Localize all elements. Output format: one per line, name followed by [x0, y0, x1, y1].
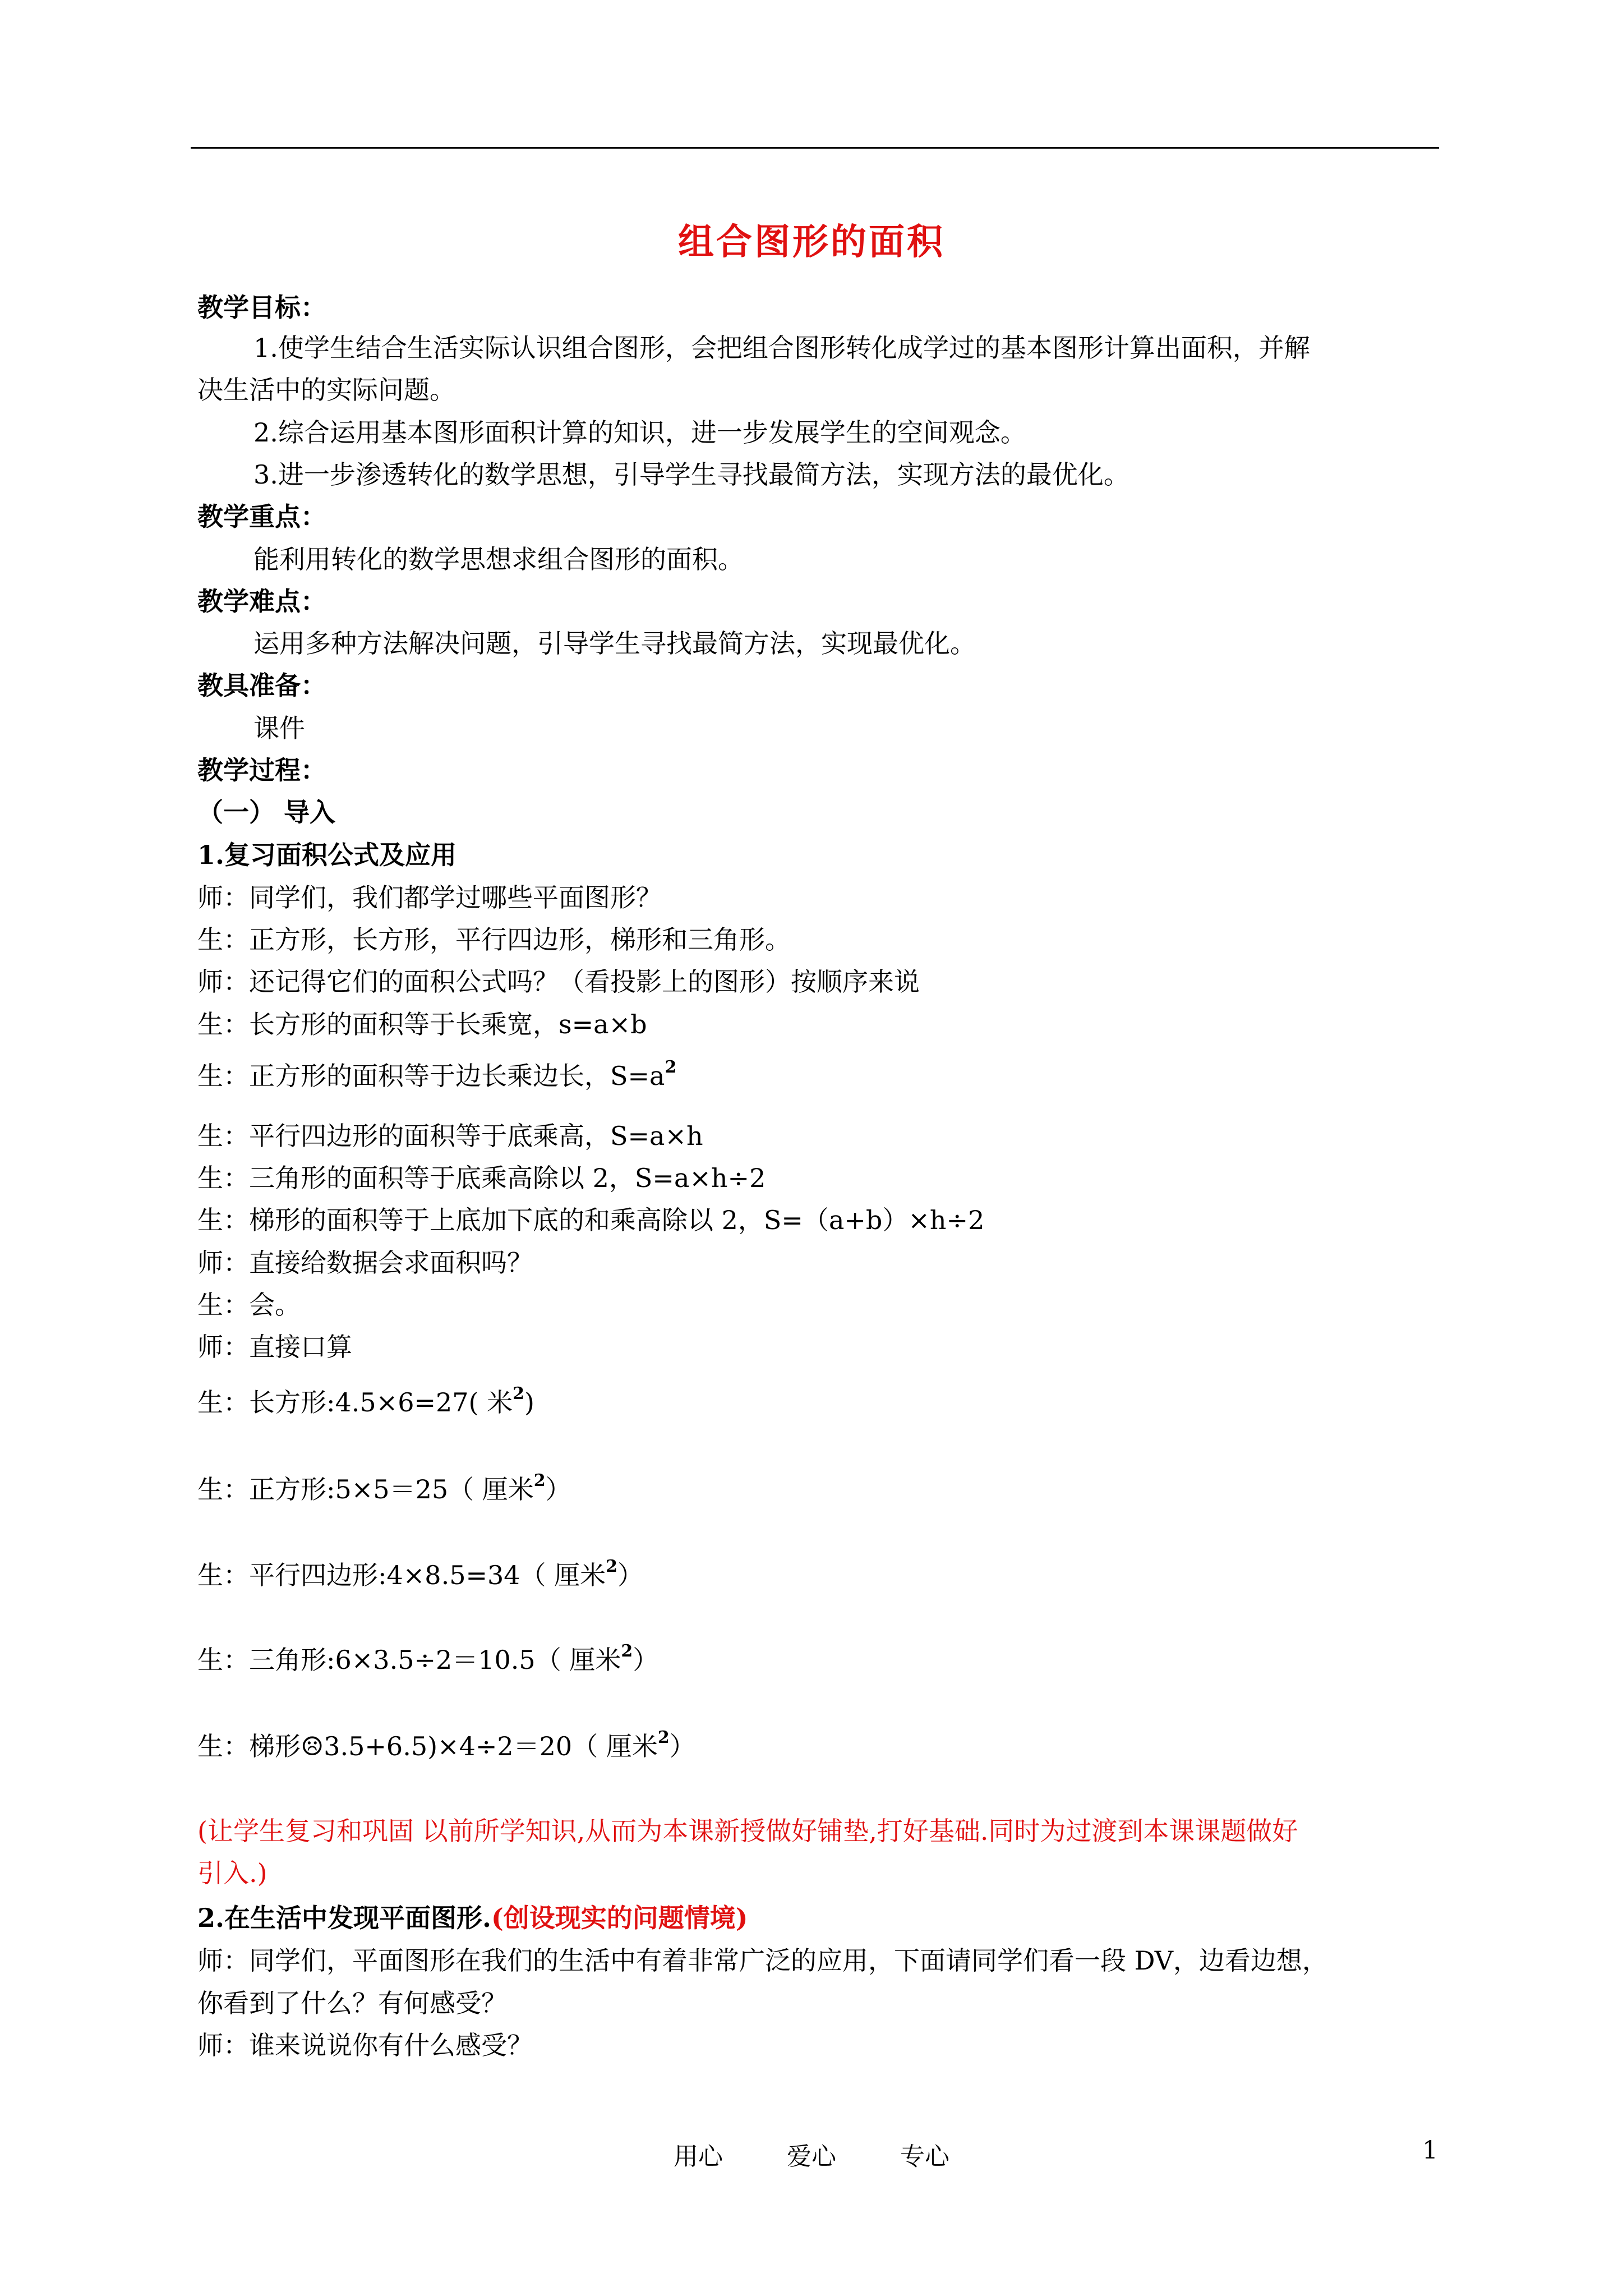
line-text: 生：平行四边形的面积等于底乘高，S=a×h	[197, 1121, 703, 1151]
section-heading	[197, 838, 457, 872]
text-line	[197, 1473, 571, 1506]
text-line	[197, 1944, 1328, 1977]
line-text: 1.复习面积公式及应用	[197, 840, 457, 870]
line-text: 师：直接口算	[197, 1332, 352, 1362]
line-text: 生：长方形:4.5×6=27( 米	[197, 1387, 513, 1418]
text-line	[197, 1986, 507, 2020]
text-line	[253, 458, 1129, 491]
line-text: 师：谁来说说你有什么感受？	[197, 2030, 533, 2060]
footer-word: 爱心	[787, 2142, 836, 2171]
text-line	[197, 1007, 647, 1041]
line-text: 生：梯形☹3.5+6.5)×4÷2＝20（ 厘米	[197, 1731, 658, 1761]
text-line	[197, 1119, 703, 1153]
header-rule	[191, 147, 1439, 149]
section-heading	[197, 1901, 748, 1935]
line-text: 生：正方形:5×5＝25（ 厘米	[197, 1474, 534, 1504]
superscript: 2	[657, 1728, 670, 1747]
line-text: 师：直接给数据会求面积吗？	[197, 1248, 533, 1278]
text-line	[197, 1643, 658, 1677]
text-line	[253, 416, 1026, 449]
line-text: 能利用转化的数学思想求组合图形的面积。	[253, 544, 744, 574]
page-number: 1	[1422, 2136, 1438, 2165]
superscript: 2	[665, 1057, 677, 1077]
footer-word: 专心	[900, 2142, 949, 2171]
line-text: 师：还记得它们的面积公式吗？（看投影上的图形）按顺序来说	[197, 967, 920, 997]
text-line	[197, 965, 920, 999]
text-line	[253, 331, 1310, 365]
text-line	[197, 1161, 766, 1195]
text-line	[253, 711, 305, 745]
text-line	[197, 1288, 301, 1322]
superscript: 2	[533, 1471, 546, 1490]
note-text: (创设现实的问题情境)	[491, 1903, 748, 1933]
line-text: (让学生复习和巩固 以前所学知识,从而为本课新授做好铺垫,打好基础.同时为过渡到本课课题做好	[197, 1816, 1298, 1846]
text-line	[197, 2028, 533, 2062]
line-text: 生：平行四边形:4×8.5=34（ 厘米	[197, 1560, 606, 1590]
line-suffix: ）	[669, 1731, 695, 1761]
line-text: （一） 导入	[197, 797, 336, 827]
superscript: 2	[513, 1384, 524, 1404]
line-text: 引入.)	[197, 1858, 268, 1888]
line-text: 你看到了什么？有何感受？	[197, 1988, 507, 2018]
line-suffix: ）	[633, 1645, 659, 1675]
line-text: 教学目标：	[197, 292, 326, 323]
line-text: 1.使学生结合生活实际认识组合图形，会把组合图形转化成学过的基本图形计算出面积，并解	[253, 333, 1310, 363]
line-text: 生：三角形的面积等于底乘高除以 2，S=a×h÷2	[197, 1163, 766, 1193]
line-suffix: )	[524, 1387, 534, 1418]
footer-motto	[0, 2136, 1623, 2172]
line-text: 运用多种方法解决问题，引导学生寻找最简方法，实现最优化。	[253, 628, 976, 659]
superscript: 2	[606, 1557, 618, 1576]
section-heading	[197, 795, 335, 829]
document-title: 组合图形的面积	[678, 221, 945, 263]
line-text: 师：同学们，平面图形在我们的生活中有着非常广泛的应用，下面请同学们看一段 DV，边看边想，	[197, 1945, 1328, 1976]
text-line	[197, 1246, 533, 1280]
text-line	[253, 542, 744, 576]
line-text: 生：正方形，长方形，平行四边形，梯形和三角形。	[197, 924, 791, 955]
text-line	[197, 1203, 984, 1237]
line-text: 生：长方形的面积等于长乘宽，s=a×b	[197, 1009, 647, 1039]
section-heading	[197, 291, 326, 324]
line-text: 教具准备：	[197, 670, 326, 701]
line-suffix: ）	[545, 1474, 571, 1504]
line-text: 2.在生活中发现平面图形.	[197, 1903, 492, 1933]
footer-word: 用心	[674, 2142, 723, 2171]
line-text: 3.进一步渗透转化的数学思想，引导学生寻找最简方法，实现方法的最优化。	[253, 459, 1129, 490]
text-line	[197, 1856, 268, 1890]
line-suffix: ）	[617, 1560, 644, 1590]
line-text: 生：三角形:6×3.5÷2＝10.5（ 厘米	[197, 1645, 621, 1675]
text-line	[197, 1814, 1298, 1848]
text-line	[197, 1330, 352, 1364]
text-line	[253, 627, 976, 660]
superscript: 2	[621, 1641, 633, 1661]
line-text: 教学难点：	[197, 586, 326, 616]
line-text: 生：会。	[197, 1290, 301, 1320]
line-text: 决生活中的实际问题。	[197, 375, 455, 405]
text-line	[197, 1386, 534, 1419]
text-line	[197, 923, 791, 956]
text-line	[197, 373, 455, 407]
text-line	[197, 1558, 643, 1592]
line-text: 课件	[253, 713, 305, 743]
line-text: 教学过程：	[197, 755, 326, 785]
section-heading	[197, 585, 326, 618]
section-heading	[197, 500, 326, 533]
line-text: 2.综合运用基本图形面积计算的知识，进一步发展学生的空间观念。	[253, 417, 1026, 448]
line-text: 教学重点：	[197, 501, 326, 532]
text-line	[197, 1059, 676, 1093]
line-text: 师：同学们，我们都学过哪些平面图形？	[197, 882, 662, 913]
section-heading	[197, 669, 326, 702]
text-line	[197, 1729, 695, 1763]
line-text: 生：梯形的面积等于上底加下底的和乘高除以 2，S=（a+b）×h÷2	[197, 1205, 985, 1235]
text-line	[197, 881, 662, 914]
line-text: 生：正方形的面积等于边长乘边长，S=a	[197, 1061, 665, 1091]
section-heading	[197, 753, 326, 787]
